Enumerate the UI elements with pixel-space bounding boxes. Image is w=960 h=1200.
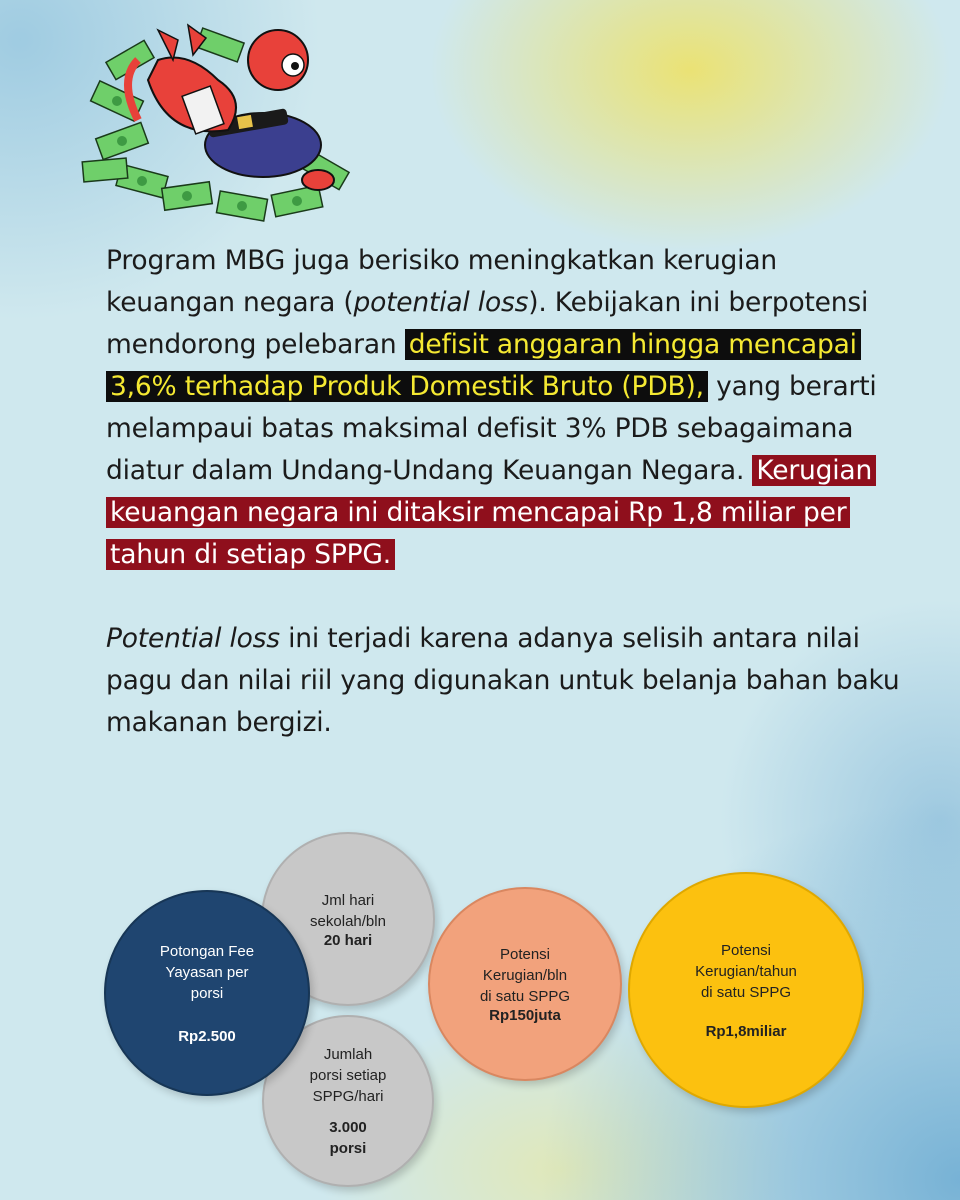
days-label: Jml hari sekolah/bln (310, 891, 386, 930)
paragraph-2 (106, 618, 906, 744)
days-value: 20 hari (323, 931, 373, 949)
portions-value: 3.000 porsi (329, 1118, 367, 1157)
p1-text-3: yang berarti melampaui batas maksimal defisit 3% PDB sebagaimana diatur dalam Undang-Undang Keuangan Negara. (106, 371, 877, 486)
p1-italic: potential loss (353, 287, 529, 318)
portions-label: Jumlah porsi setiap SPPG/hari (309, 1045, 387, 1105)
paragraph-1 (106, 240, 906, 576)
body-text (106, 240, 906, 744)
monthly-value: Rp150juta (489, 1007, 561, 1024)
yearly-label: Potensi Kerugian/tahun di satu SPPG (695, 942, 797, 1001)
monthly-loss-circle (428, 887, 622, 1081)
p2-text: ini terjadi karena adanya selisih antara nilai pagu dan nilai riil yang digunakan untuk belanja bahan baku makanan bergizi. (106, 623, 900, 738)
fee-label: Potongan Fee Yayasan per porsi (159, 943, 255, 1002)
fee-circle (104, 890, 310, 1096)
p2-italic: Potential loss (106, 623, 280, 654)
fee-value: Rp2.500 (178, 1028, 236, 1045)
monthly-label: Potensi Kerugian/bln di satu SPPG (479, 946, 571, 1005)
p1-text-2: ). Kebijakan ini berpotensi mendorong pelebaran (106, 287, 869, 360)
loss-highlight: Kerugian keuangan negara ini ditaksir mencapai Rp 1,8 miliar per tahun di setiap SPPG. (106, 455, 876, 570)
yearly-loss-circle (628, 872, 864, 1108)
yearly-value: Rp1,8miliar (705, 1023, 787, 1040)
p1-text-1: Program MBG juga berisiko meningkatkan kerugian keuangan negara ( (106, 245, 777, 318)
crab-on-money-illustration-icon (78, 20, 368, 230)
deficit-highlight: defisit anggaran hingga mencapai 3,6% terhadap Produk Domestik Bruto (PDB), (106, 329, 861, 402)
